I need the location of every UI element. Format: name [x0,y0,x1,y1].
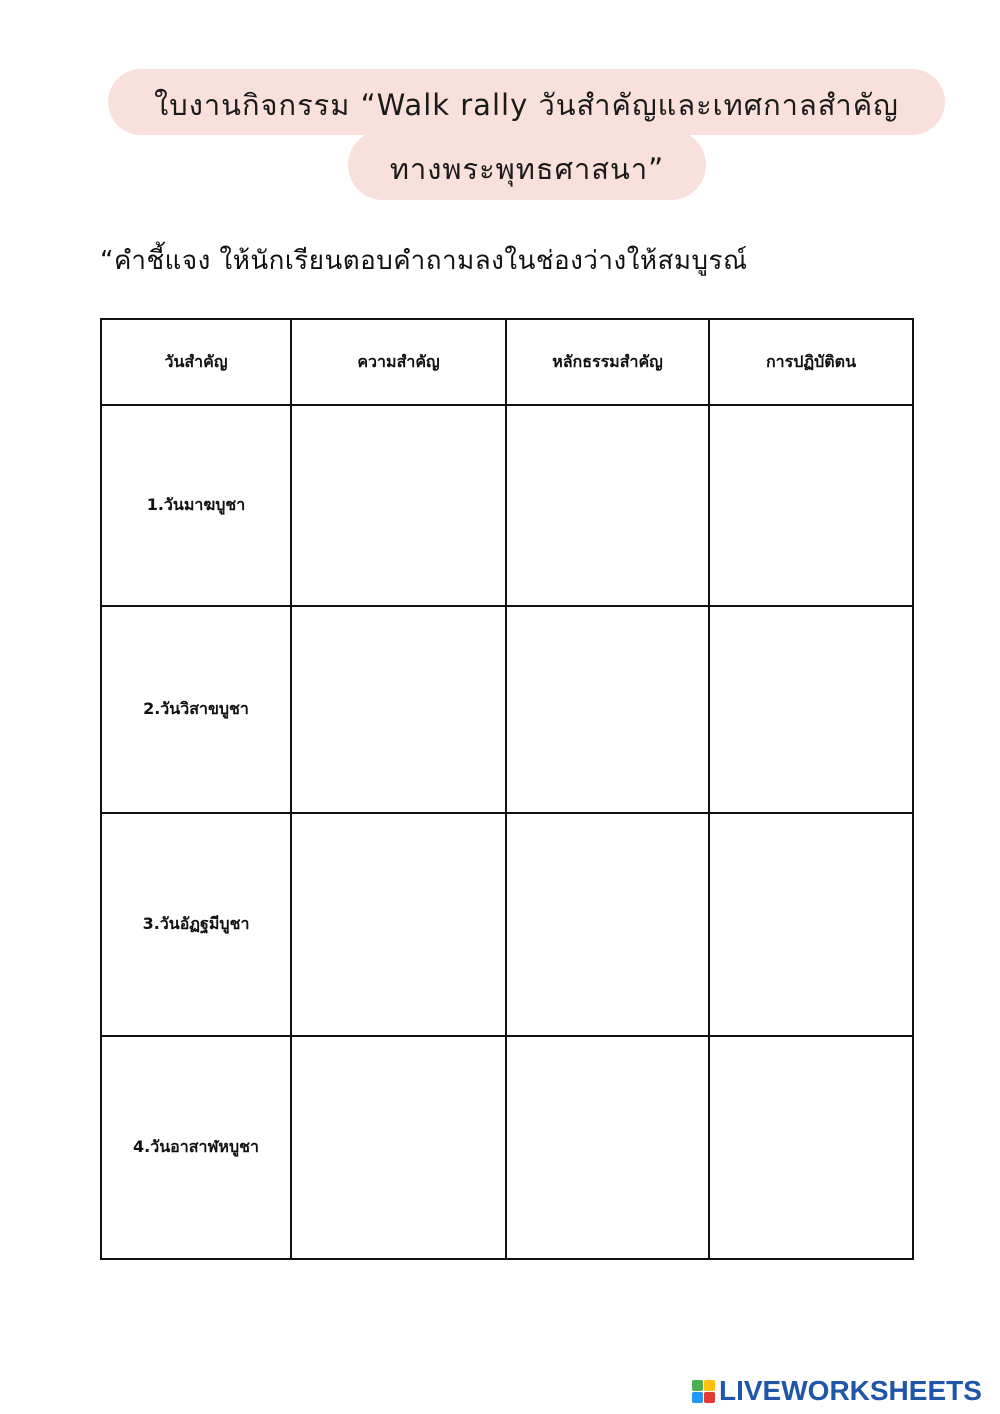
logo-square-blue [692,1392,703,1403]
logo-square-yellow [704,1380,715,1391]
logo-square-red [704,1392,715,1403]
header-important-day: วันสำคัญ [101,319,291,405]
liveworksheets-logo [692,1376,982,1406]
answer-cell-dharma[interactable] [506,606,709,813]
row-label-day: 1.วันมาฆบูชา [101,405,291,606]
answer-cell-practice[interactable] [709,813,913,1036]
instruction-text: “คำชี้แจง ให้นักเรียนตอบคำถามลงในช่องว่างให้สมบูรณ์ [100,246,748,276]
answer-cell-practice[interactable] [709,1036,913,1259]
title-line-2: ทางพระพุทธศาสนา” [389,152,665,186]
answer-table [100,318,914,1260]
row-label-day: 3.วันอัฏฐมีบูชา [101,813,291,1036]
worksheet-title [0,0,1000,210]
answer-cell-dharma[interactable] [506,405,709,606]
header-practice: การปฏิบัติตน [709,319,913,405]
title-line-1: ใบงานกิจกรรม “Walk rally วันสำคัญและเทศกาลสำคัญ [154,88,899,122]
header-significance: ความสำคัญ [291,319,506,405]
answer-cell-significance[interactable] [291,405,506,606]
answer-cell-practice[interactable] [709,606,913,813]
table-row [101,606,913,813]
answer-cell-dharma[interactable] [506,1036,709,1259]
row-label-day: 2.วันวิสาขบูชา [101,606,291,813]
answer-cell-practice[interactable] [709,405,913,606]
answer-cell-dharma[interactable] [506,813,709,1036]
table-row [101,405,913,606]
table-row [101,813,913,1036]
table-header-row [101,319,913,405]
row-label-day: 4.วันอาสาฬหบูชา [101,1036,291,1259]
liveworksheets-logo-icon [692,1380,715,1403]
table-row [101,1036,913,1259]
answer-cell-significance[interactable] [291,606,506,813]
header-key-dharma: หลักธรรมสำคัญ [506,319,709,405]
logo-square-green [692,1380,703,1391]
answer-cell-significance[interactable] [291,813,506,1036]
answer-cell-significance[interactable] [291,1036,506,1259]
logo-text: LIVEWORKSHEETS [719,1375,982,1406]
